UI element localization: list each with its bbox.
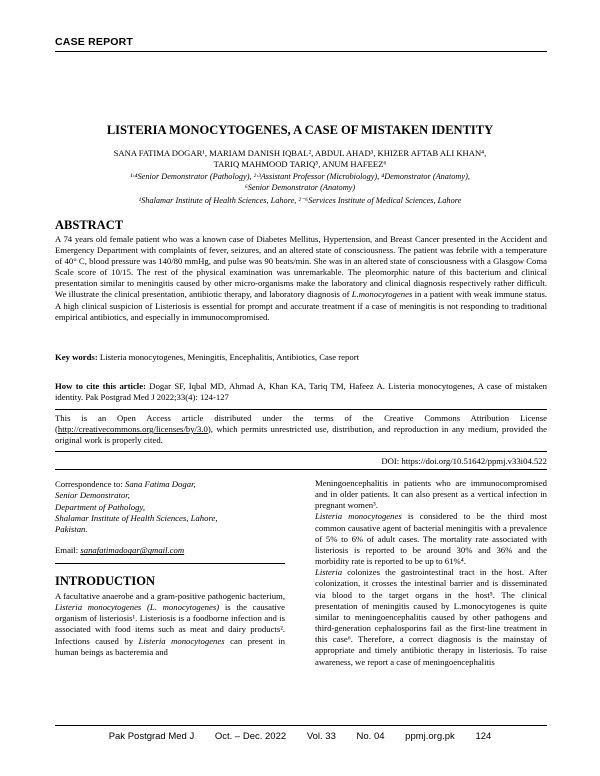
correspondence-label: Correspondence to: [55, 479, 125, 489]
author-line-1: SANA FATIMA DOGAR¹, MARIAM DANISH IQBAL², ABDUL AHAD³, KHIZER AFTAB ALI KHAN⁴, [113, 148, 487, 158]
intro-text-c: is the causative organism of listeriosis¹. Listeriosis is a foodborne infection and is associated with food items such as meat and dairy products². Infections caused by [55, 602, 286, 646]
license-bottom-rule [55, 451, 547, 452]
citation-text: Dogar SF, Iqbal MD, Ahmad A, Khan KA, Tariq TM, Hafeez A. Listeria monocytogenes, A case of mistaken identity. Pak Postgrad Med J 2022;33(4): 124-127 [55, 381, 547, 403]
intro-text-b: Listeria monocytogenes (L. monocytogenes) [55, 602, 220, 613]
correspondence [55, 479, 280, 557]
footer-volume: Vol. 33 [306, 731, 336, 742]
right-p3-text: colonizes the gastrointestinal tract in the host. After colonization, it crosses the intestinal barrier and is disseminated via blood to the target organs in the host⁵. The clinical presentation of meningitis caused by L.monocytogenes is quite similar to meningoencephalitis caused by other pathogens and third-generation cephalosporins fail as the first-line treatment in this case⁶. Therefore, a correct diagnosis is the mainstay of appropriate and timely antibiotic therapy in listeriosis. To raise awareness, we report a case of meningoencephalitis [315, 567, 547, 667]
citation-label: How to cite this article: [55, 381, 146, 391]
right-paragraph-1: Meningoencephalitis in patients who are immunocompromised and in older patients. It can also present as a vertical infection in pregnant women³. [315, 478, 547, 511]
footer-rule [55, 725, 547, 726]
right-p2-text: is considered to be the third most common causative agent of bacterial meningitis with a prevalence of 5% to 6% of adult cases. The mortality rate associated with listeriosis is reported to be around 30% and 36% and the morbidity rate is reported to be up to 61%⁴. [315, 511, 547, 567]
introduction-text [55, 591, 285, 658]
keywords-label: Key words: [55, 352, 98, 362]
license-text-b: ), which permits unrestricted use, distribution, and reproduction in any medium, provided the original work is properly cited. [55, 424, 547, 446]
correspondence-line-1 [55, 479, 280, 490]
article-title: LISTERIA MONOCYTOGENES, A CASE OF MISTAKEN IDENTITY [106, 123, 494, 137]
right-paragraph-3 [315, 567, 547, 667]
correspondence-name: Sana Fatima Dogar, [124, 479, 196, 489]
affiliation-line-3: ¹Shalamar Institute of Health Sciences, Lahore, ²⁻⁶Services Institute of Medical Sciences, Lahore [138, 196, 462, 205]
doi-rule [55, 469, 547, 470]
keywords-text: Listeria monocytogenes, Meningitis, Encephalitis, Antibiotics, Case report [97, 352, 360, 362]
abstract-text-italic: L.monocytogenes [351, 289, 413, 300]
affiliation-line-2: ⁶Senior Demonstrator (Anatomy) [244, 183, 356, 192]
correspondence-email-line [55, 545, 280, 556]
correspondence-inst-text: Shalamar Institute of Health Sciences, Lahore, [55, 512, 218, 523]
correspondence-country [55, 524, 280, 535]
intro-text-d: Listeria monocytogenes [138, 635, 225, 646]
correspondence-dept [55, 502, 280, 513]
right-column-text [315, 478, 547, 668]
correspondence-role-text: Senior Demonstrator, [55, 490, 130, 501]
abstract-text [55, 234, 547, 323]
footer-issue: Oct. – Dec. 2022 [214, 731, 287, 742]
license-text [55, 413, 547, 446]
correspondence-role [55, 490, 280, 501]
page-footer [0, 731, 600, 742]
right-p2-italic: Listeria monocytogenes [315, 511, 402, 522]
footer-journal: Pak Postgrad Med J [108, 731, 195, 742]
license-link[interactable]: http://creativecommons.org/licenses/by/3.0 [57, 424, 208, 435]
correspondence-rule [55, 563, 285, 564]
abstract-text-a: A 74 years old female patient who was a known case of Diabetes Mellitus, Hypertension, and Breast Cancer presented in the Accident and Emergency Department with complaints of fever, seizures, and an altered state of consciousness. The patient was febrile with a temperature of 40° C, blood pressure was 140/80 mmHg, and pulse was 90 beats/min. She was in an altered state of consciousness with a Glasgow Coma Scale score of 10/15. The rest of the physical examination was unremarkable. The pleomorphic nature of this bacterium and clinical presentation similar to meningitis caused by other micro-organisms make the laboratory and clinical diagnosis respectively rather difficult. We illustrate the clinical presentation, antibiotic therapy, and laboratory diagnosis of [55, 234, 547, 300]
intro-text-e: can present in human beings as bacteremia and [55, 635, 286, 657]
license-text-a: This is an Open Access article distributed under the terms of the Creative Commons Attribution License ( [55, 413, 547, 435]
footer-site: ppmj.org.pk [405, 731, 455, 742]
footer-page-number: 124 [475, 731, 492, 742]
correspondence-country-text: Pakistan. [55, 524, 88, 535]
right-p3-italic: Listeria [315, 567, 343, 578]
right-paragraph-2 [315, 511, 547, 567]
abstract-heading: ABSTRACT [55, 218, 124, 232]
affiliation-line-1: ¹·⁴Senior Demonstrator (Pathology), ²·³Assistant Professor (Microbiology), ⁴Demonstrator (Anatomy), [130, 172, 470, 181]
email-label: Email: [55, 545, 81, 556]
intro-text-a: A facultative anaerobe and a gram-positive pathogenic bacterium, [55, 591, 285, 601]
email-link[interactable]: sanafatimadogar@gmail.com [80, 545, 185, 556]
author-list [40, 148, 560, 170]
citation [55, 381, 547, 403]
section-label: CASE REPORT [55, 36, 134, 48]
header-divider [55, 51, 547, 52]
introduction-heading: INTRODUCTION [55, 574, 156, 588]
doi: DOI: https://doi.org/10.51642/ppmj.v33i04.522 [381, 456, 547, 466]
keywords [55, 352, 547, 363]
author-line-2: TARIQ MAHMOOD TARIQ⁵, ANUM HAFEEZ⁶ [213, 159, 387, 169]
abstract-text-b: in a patient with weak immune status. A high clinical suspicion of Listeriosis is essential for prompt and accurate treatment if a case of meningitis is not responding to traditional empirical antibiotics, and especially in immunocompromised. [55, 289, 547, 322]
correspondence-dept-text: Department of Pathology, [55, 501, 146, 512]
affiliations [40, 171, 560, 206]
footer-number: No. 04 [356, 731, 385, 742]
license-top-rule [55, 409, 547, 410]
correspondence-inst [55, 513, 280, 524]
